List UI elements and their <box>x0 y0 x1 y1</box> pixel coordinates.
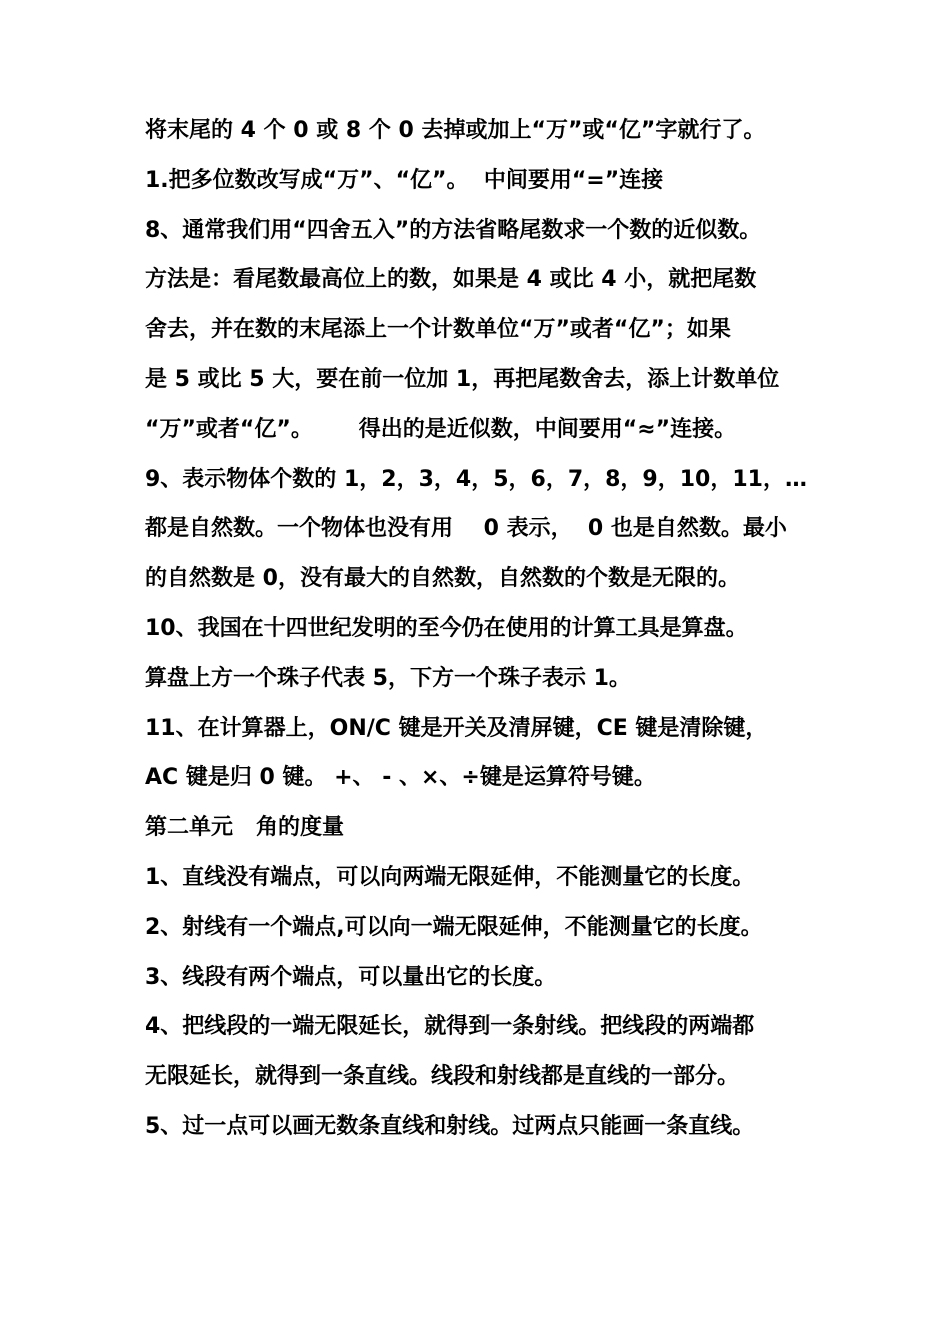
text-line: 3、线段有两个端点，可以量出它的长度。 <box>145 964 557 990</box>
text-line: 将末尾的 4 个 0 或 8 个 0 去掉或加上“万”或“亿”字就行了。 <box>145 118 766 143</box>
text-line: “万”或者“亿”。 得出的是近似数，中间要用“≈”连接。 <box>145 416 737 442</box>
text-line: 1、直线没有端点，可以向两端无限延伸，不能测量它的长度。 <box>145 864 755 890</box>
text-line: 10、我国在十四世纪发明的至今仍在使用的计算工具是算盘。 <box>145 615 748 641</box>
document-body <box>145 111 815 1157</box>
text-line: AC 键是归 0 键。 +、 - 、×、÷键是运算符号键。 <box>145 765 656 791</box>
text-line: 11、在计算器上，ON/C 键是开关及清屏键，CE 键是清除键， <box>145 715 768 741</box>
text-line: 1.把多位数改写成“万”、“亿”。 中间要用“=”连接 <box>145 167 664 193</box>
text-line: 是 5 或比 5 大，要在前一位加 1，再把尾数舍去，添上计数单位 <box>145 366 780 392</box>
text-line: 算盘上方一个珠子代表 5，下方一个珠子表示 1。 <box>145 665 631 691</box>
text-line: 方法是：看尾数最高位上的数，如果是 4 或比 4 小，就把尾数 <box>145 267 757 293</box>
text-line: 5、过一点可以画无数条直线和射线。过两点只能画一条直线。 <box>145 1113 755 1139</box>
text-line: 舍去，并在数的末尾添上一个计数单位“万”或者“亿”；如果 <box>145 317 731 343</box>
text-line: 8、通常我们用“四舍五入”的方法省略尾数求一个数的近似数。 <box>145 217 762 243</box>
section-heading: 第二单元 角的度量 <box>145 815 344 841</box>
text-line: 4、把线段的一端无限延长，就得到一条射线。把线段的两端都 <box>145 1014 755 1040</box>
text-line: 9、表示物体个数的 1，2，3，4，5，6，7，8，9，10，11，… <box>145 466 807 492</box>
text-line: 无限延长，就得到一条直线。线段和射线都是直线的一部分。 <box>145 1064 740 1090</box>
text-line: 都是自然数。一个物体也没有用 0 表示， 0 也是自然数。最小 <box>145 516 787 542</box>
text-line: 的自然数是 0，没有最大的自然数，自然数的个数是无限的。 <box>145 566 740 592</box>
text-line: 2、射线有一个端点,可以向一端无限延伸，不能测量它的长度。 <box>145 914 763 940</box>
